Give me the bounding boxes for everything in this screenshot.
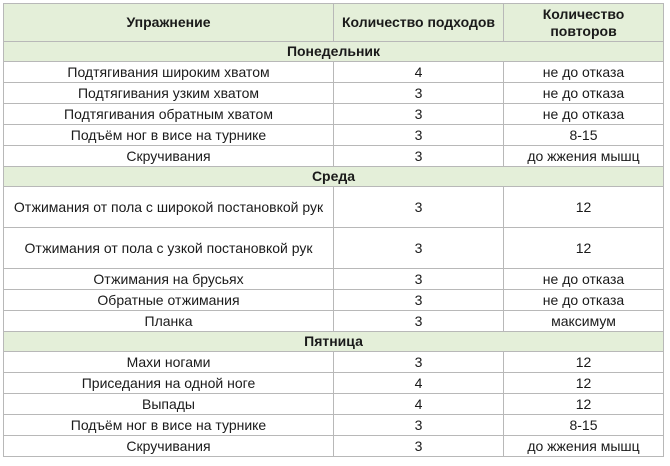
reps-cell: 8-15	[504, 415, 664, 436]
reps-cell: не до отказа	[504, 83, 664, 104]
exercise-cell: Подтягивания широким хватом	[4, 62, 334, 83]
reps-cell: не до отказа	[504, 104, 664, 125]
reps-cell: до жжения мышц	[504, 436, 664, 457]
sets-cell: 3	[334, 228, 504, 269]
exercise-cell: Скручивания	[4, 436, 334, 457]
table-row	[4, 290, 664, 311]
sets-cell: 4	[334, 62, 504, 83]
table-row	[4, 311, 664, 332]
sets-cell: 3	[334, 146, 504, 167]
reps-cell: не до отказа	[504, 290, 664, 311]
exercise-cell: Отжимания на брусьях	[4, 269, 334, 290]
exercise-cell: Планка	[4, 311, 334, 332]
exercise-cell: Подъём ног в висе на турнике	[4, 415, 334, 436]
exercise-cell: Обратные отжимания	[4, 290, 334, 311]
sets-cell: 3	[334, 187, 504, 228]
sets-cell: 3	[334, 311, 504, 332]
table-row	[4, 394, 664, 415]
exercise-cell: Подтягивания узким хватом	[4, 83, 334, 104]
sets-cell: 3	[334, 415, 504, 436]
exercise-cell: Подъём ног в висе на турнике	[4, 125, 334, 146]
exercise-cell: Отжимания от пола с узкой постановкой рук	[4, 228, 334, 269]
reps-cell: не до отказа	[504, 269, 664, 290]
section-day-label: Пятница	[4, 332, 664, 352]
reps-cell: 12	[504, 394, 664, 415]
table-row	[4, 125, 664, 146]
section-row	[4, 332, 664, 352]
section-row	[4, 167, 664, 187]
reps-cell: 12	[504, 228, 664, 269]
reps-cell: 12	[504, 187, 664, 228]
reps-cell: 12	[504, 352, 664, 373]
workout-table	[3, 3, 664, 457]
exercise-cell: Приседания на одной ноге	[4, 373, 334, 394]
table-row	[4, 415, 664, 436]
reps-cell: 12	[504, 373, 664, 394]
table-row	[4, 62, 664, 83]
table-row	[4, 104, 664, 125]
sets-cell: 4	[334, 373, 504, 394]
sets-cell: 3	[334, 125, 504, 146]
sets-cell: 4	[334, 394, 504, 415]
exercise-cell: Подтягивания обратным хватом	[4, 104, 334, 125]
exercise-cell: Выпады	[4, 394, 334, 415]
exercise-cell: Скручивания	[4, 146, 334, 167]
reps-cell: не до отказа	[504, 62, 664, 83]
table-row	[4, 436, 664, 457]
sets-cell: 3	[334, 352, 504, 373]
header-sets: Количество подходов	[334, 4, 504, 42]
section-day-label: Понедельник	[4, 42, 664, 62]
exercise-cell: Отжимания от пола с широкой постановкой рук	[4, 187, 334, 228]
sets-cell: 3	[334, 83, 504, 104]
table-body	[4, 42, 664, 457]
sets-cell: 3	[334, 104, 504, 125]
table-row	[4, 187, 664, 228]
table-row	[4, 352, 664, 373]
table-row	[4, 228, 664, 269]
sets-cell: 3	[334, 290, 504, 311]
header-reps: Количество повторов	[504, 4, 664, 42]
table-row	[4, 83, 664, 104]
sets-cell: 3	[334, 436, 504, 457]
section-day-label: Среда	[4, 167, 664, 187]
sets-cell: 3	[334, 269, 504, 290]
table-row	[4, 269, 664, 290]
reps-cell: максимум	[504, 311, 664, 332]
section-row	[4, 42, 664, 62]
header-row	[4, 4, 664, 42]
reps-cell: 8-15	[504, 125, 664, 146]
exercise-cell: Махи ногами	[4, 352, 334, 373]
table-row	[4, 146, 664, 167]
reps-cell: до жжения мышц	[504, 146, 664, 167]
header-exercise: Упражнение	[4, 4, 334, 42]
table-row	[4, 373, 664, 394]
